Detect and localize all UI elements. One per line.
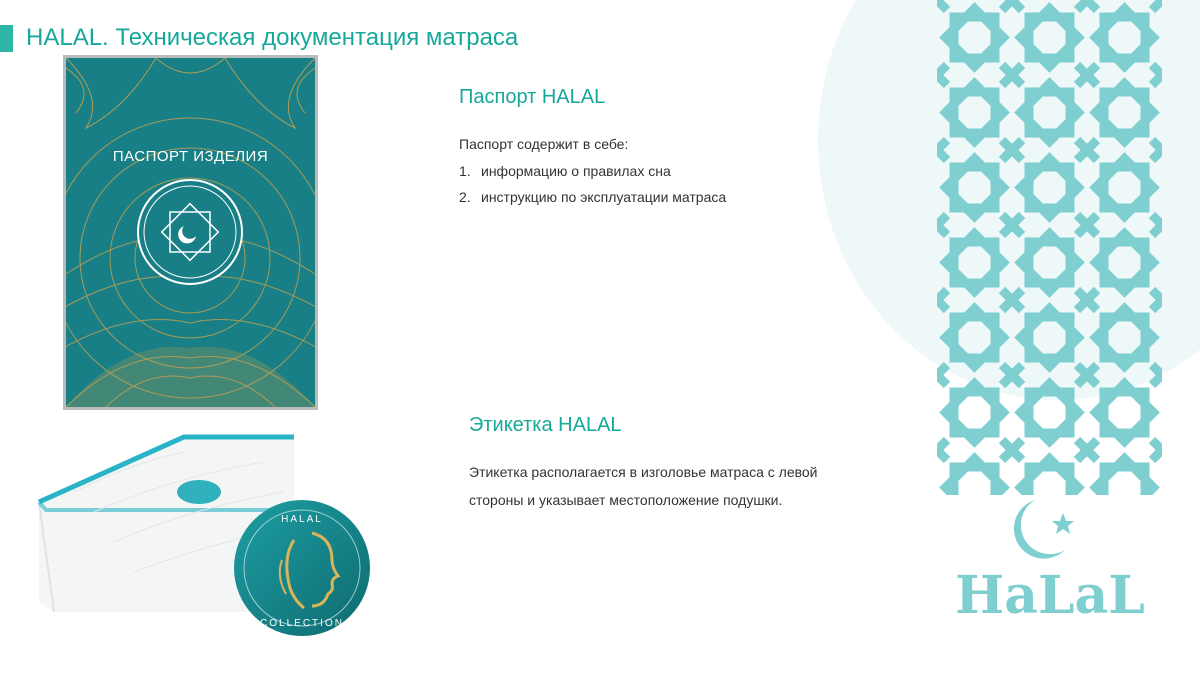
page-title: HALAL. Техническая документация матраса [26,24,519,51]
title-accent-bar [0,25,13,52]
cover-ornament [66,58,315,407]
brand-logo-text: HaLaL [955,565,1145,626]
passport-cover-face [66,58,315,407]
cover-title: ПАСПОРТ ИЗДЕЛИЯ [112,148,269,165]
passport-heading: Паспорт HALAL [459,86,606,108]
passport-list [459,158,726,210]
passport-intro: Паспорт содержит в себе: [459,136,629,152]
halal-collection-badge [232,498,372,638]
badge-bottom-text: COLLECTION [260,618,344,629]
label-description: Этикетка располагается в изголовье матраса с левой стороны и указывает местоположение подушки. [469,464,818,508]
islamic-pattern-panel [937,0,1162,495]
passport-cover-image [63,55,318,410]
list-item: 1. информацию о правилах сна [459,163,671,179]
halal-brand-logo [940,495,1160,635]
label-heading: Этикетка HALAL [469,414,622,436]
star-icon [1052,513,1074,534]
badge-top-text: HALAL [281,514,323,525]
list-item: 2. инструкцию по эксплуатации матраса [459,189,727,205]
